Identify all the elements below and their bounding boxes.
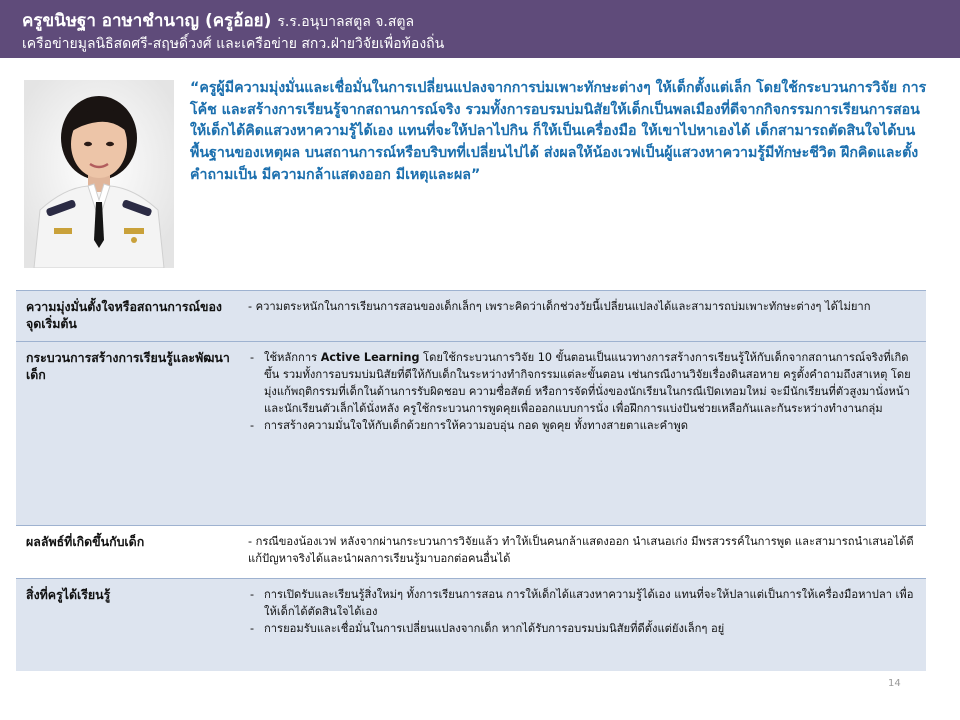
list-item: - การเปิดรับและเรียนรู้สิ่งใหม่ๆ ทั้งการเรียนการสอน การให้เด็กได้แสวงหาความรู้ได้เอง แทนที่จะให้ปลาแต่เป็นการให้เครื่องมือหาปลา เพื่อให้เด็กได้ตัดสินใจได้เอง xyxy=(248,586,918,620)
page-number: 14 xyxy=(888,678,901,689)
network-subtitle: เครือข่ายมูลนิธิสดศรี-สฤษดิ์วงศ์ และเครือข่าย สกว.ฝ่ายวิจัยเพื่อท้องถิ่น xyxy=(22,36,445,52)
row-label: กระบวนการสร้างการเรียนรู้และพัฒนาเด็ก xyxy=(26,350,230,382)
list-item-text-rest: โดยใช้กระบวนการวิจัย 10 ขั้นตอนเป็นแนวทางการสร้างการเรียนรู้ให้กับเด็กจากสถานการณ์จริงที่เกิดขึ้น รวมทั้งการอบรมบ่มนิสัยที่ดีให้กับเด็กในระหว่างทำกิจกรรมแต่ละขั้นตอน เช่นกรณีงานวิจัยเรื่องดินสอหาย ครูตั้งคำถามถึงสาเหตุ โดยมุ่งแก้พฤติกรรมที่เด็กในด้านการรับผิดชอบ ความซื่อสัตย์ หรือการจัดที่นั่งของนักเรียนในกรณีเปิดเทอมใหม่ จะมีนักเรียนที่ตัวสูงมานั่งหน้าและนักเรียนตัวเล็กได้นั่งหลัง ครูใช้กระบวนการพูดคุยเพื่อออกแบบการนั่ง เพื่อฝึกการแบ่งปันช่วยเหลือกันและกันระหว่างทำงานกลุ่ม xyxy=(264,351,911,415)
table-row xyxy=(16,341,926,525)
active-learning-term: Active Learning xyxy=(320,351,420,364)
list-item-text-start: ใช้หลักการ xyxy=(264,351,321,364)
slide-title xyxy=(22,7,414,34)
list-item: - การยอมรับและเชื่อมั่นในการเปลี่ยนแปลงจากเด็ก หากได้รับการอบรมบ่มนิสัยที่ดีตั้งแต่ยังเล็กๆ อยู่ xyxy=(248,620,918,637)
row-label: ผลลัพธ์ที่เกิดขึ้นกับเด็ก xyxy=(26,534,145,549)
info-table xyxy=(16,290,926,670)
school-name: ร.ร.อนุบาลสตูล จ.สตูล xyxy=(277,14,415,30)
row-label: สิ่งที่ครูได้เรียนรู้ xyxy=(26,587,111,602)
row-label: ความมุ่งมั่นตั้งใจหรือสถานการณ์ของจุดเริ่มต้น xyxy=(26,299,222,331)
list-item xyxy=(248,349,918,417)
teacher-quote: “ครูผู้มีความมุ่งมั่นและเชื่อมั่นในการเปลี่ยนแปลงจากการบ่มเพาะทักษะต่างๆ ให้เด็กตั้งแต่เล็ก โดยใช้กระบวนการวิจัย การโค้ช และสร้างการเรียนรู้จากสถานการณ์จริง รวมทั้งการอบรมบ่มนิสัยให้เด็กเป็นพลเมืองที่ดีจากกิจกรรมการเรียนการสอน ให้เด็กได้คิดแสวงหาความรู้ได้เอง แทนที่จะให้ปลาไปกิน ก็ให้เป็นเครื่องมือ ให้เขาไปหาเองได้ เด็กสามารถตัดสินใจได้บนพื้นฐานของเหตุผล บนสถานการณ์หรือบริบทที่เปลี่ยนไปได้ ส่งผลให้น้องเวฟเป็นผู้แสวงหาความรู้มีทักษะชีวิต ฝึกคิดและตั้งคำถามเป็น มีความกล้าแสดงออก มีเหตุและผล” xyxy=(190,80,927,183)
row-content xyxy=(248,349,918,434)
teacher-portrait-photo xyxy=(24,80,174,268)
row-content: - กรณีของน้องเวฟ หลังจากผ่านกระบวนการวิจัยแล้ว ทำให้เป็นคนกล้าแสดงออก นำเสนอเก่ง มีพรสวรรค์ในการพูด และสามารถนำเสนอได้ดี แก้ปัญหาจริงได้และนำผลการเรียนรู้มาบอกต่อคนอื่นได้ xyxy=(248,535,914,565)
table-row xyxy=(16,525,926,578)
table-row xyxy=(16,290,926,341)
teacher-name: ครูขนิษฐา อาษาชำนาญ (ครูอ้อย) xyxy=(22,11,278,31)
slide-header xyxy=(0,0,960,58)
row-content: - ความตระหนักในการเรียนการสอนของเด็กเล็กๆ เพราะคิดว่าเด็กช่วงวัยนี้เปลี่ยนแปลงได้และสามารถบ่มเพาะทักษะต่างๆ ได้ไม่ยาก xyxy=(248,300,871,313)
row-content xyxy=(248,586,918,637)
table-row xyxy=(16,578,926,671)
list-item: - การสร้างความมั่นใจให้กับเด็กด้วยการให้ความอบอุ่น กอด พูดคุย ทั้งทางสายตาและคำพูด xyxy=(248,417,918,434)
